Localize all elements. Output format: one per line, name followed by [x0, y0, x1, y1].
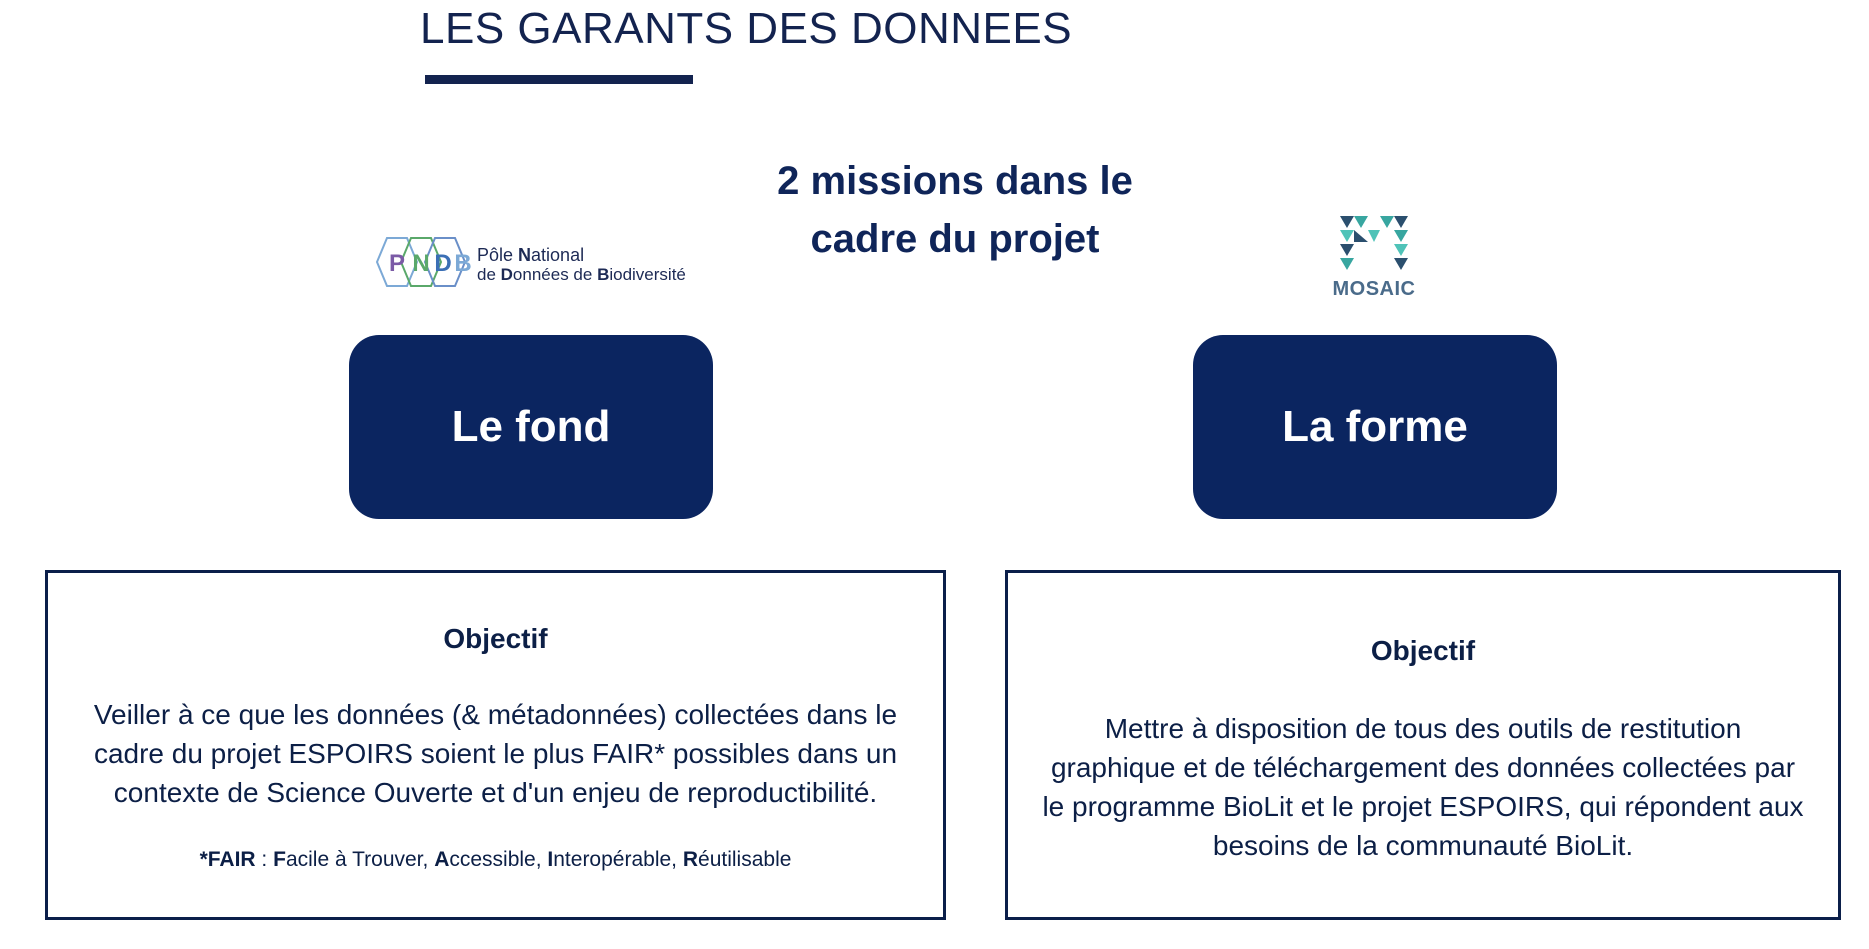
subtitle: [700, 152, 1210, 268]
objective-card-le-fond: [45, 570, 946, 920]
objective-line: besoins de la communauté BioLit.: [1212, 830, 1634, 861]
mission-label: La forme: [1282, 402, 1468, 451]
pndb-letter-b: B: [454, 250, 472, 277]
page-title: LES GARANTS DES DONNEES: [420, 4, 1073, 53]
pndb-letter-p: P: [388, 250, 406, 277]
pndb-letter-n: N: [412, 250, 430, 277]
objective-title: Objectif: [1370, 635, 1476, 666]
mosaic-triangles-icon: [1328, 208, 1420, 274]
objective-line: contexte de Science Ouverte et d'un enjeu de reproductibilité.: [113, 777, 878, 808]
objective-line: le programme BioLit et le projet ESPOIRS, qui répondent aux: [1042, 791, 1804, 822]
objective-line: Mettre à disposition de tous des outils de restitution: [1104, 713, 1742, 744]
mosaic-logo: [1328, 208, 1420, 308]
mosaic-wordmark: MOSAIC: [1332, 278, 1416, 300]
objective-card-la-forme: [1005, 570, 1841, 920]
objective-text: [68, 695, 923, 812]
pndb-letter-d: D: [434, 250, 452, 277]
subtitle-line-2: cadre du projet: [810, 217, 1100, 261]
mission-pill-la-forme: [1193, 335, 1557, 519]
title-underline: [425, 75, 693, 84]
objective-line: Veiller à ce que les données (& métadonnées) collectées dans le: [93, 699, 898, 730]
pndb-wordmark: [477, 246, 686, 284]
pndb-hexagons-icon: [373, 232, 477, 292]
fair-footnote: *FAIR : Facile à Trouver, Accessible, Interopérable, Réutilisable: [199, 848, 792, 871]
objective-line: graphique et de téléchargement des données collectées par: [1050, 752, 1796, 783]
pndb-logo: [373, 232, 693, 292]
objective-text: [1028, 709, 1818, 865]
mission-label: Le fond: [451, 402, 611, 451]
pndb-line-2: de Données de Biodiversité: [477, 265, 686, 284]
pndb-line-1: Pôle National: [477, 245, 585, 265]
subtitle-line-1: 2 missions dans le: [777, 159, 1133, 203]
mission-pill-le-fond: [349, 335, 713, 519]
objective-title: Objectif: [443, 623, 548, 654]
objective-line: cadre du projet ESPOIRS soient le plus FAIR* possibles dans un: [93, 738, 898, 769]
